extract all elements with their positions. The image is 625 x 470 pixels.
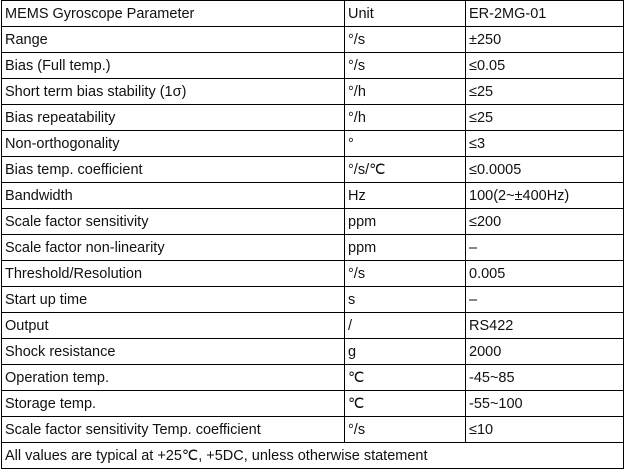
cell-param: Start up time	[2, 287, 345, 313]
cell-value: 2000	[466, 339, 624, 365]
table-row	[2, 27, 624, 53]
cell-value: ≤0.0005	[466, 157, 624, 183]
cell-value: ≤0.05	[466, 53, 624, 79]
table-row	[2, 53, 624, 79]
cell-value: ≤10	[466, 417, 624, 443]
cell-param: Threshold/Resolution	[2, 261, 345, 287]
header-value: ER-2MG-01	[466, 1, 624, 27]
table-row	[2, 313, 624, 339]
table-row	[2, 157, 624, 183]
cell-param: Storage temp.	[2, 391, 345, 417]
table-row	[2, 235, 624, 261]
cell-unit: ppm	[345, 235, 466, 261]
cell-param: Bias (Full temp.)	[2, 53, 345, 79]
cell-value: ±250	[466, 27, 624, 53]
header-unit: Unit	[345, 1, 466, 27]
cell-param: Non-orthogonality	[2, 131, 345, 157]
table-row	[2, 105, 624, 131]
cell-unit: ppm	[345, 209, 466, 235]
cell-unit: °/h	[345, 79, 466, 105]
table-header-row	[2, 1, 624, 27]
cell-param: Short term bias stability (1σ)	[2, 79, 345, 105]
header-param: MEMS Gyroscope Parameter	[2, 1, 345, 27]
cell-param: Operation temp.	[2, 365, 345, 391]
cell-unit: °/h	[345, 105, 466, 131]
cell-value: 0.005	[466, 261, 624, 287]
cell-unit: ℃	[345, 365, 466, 391]
cell-param: Scale factor sensitivity	[2, 209, 345, 235]
cell-unit: g	[345, 339, 466, 365]
cell-param: Shock resistance	[2, 339, 345, 365]
cell-param: Output	[2, 313, 345, 339]
table-row	[2, 209, 624, 235]
cell-value: RS422	[466, 313, 624, 339]
gyroscope-spec-table	[1, 0, 624, 469]
cell-unit: Hz	[345, 183, 466, 209]
cell-param: Range	[2, 27, 345, 53]
cell-value: -45~85	[466, 365, 624, 391]
note-row	[2, 443, 624, 469]
cell-unit: °/s	[345, 27, 466, 53]
table-row	[2, 183, 624, 209]
cell-value: -55~100	[466, 391, 624, 417]
cell-value: ≤25	[466, 105, 624, 131]
table-row	[2, 365, 624, 391]
table-row	[2, 261, 624, 287]
cell-param: Scale factor sensitivity Temp. coefficient	[2, 417, 345, 443]
table-row	[2, 391, 624, 417]
cell-value: ≤3	[466, 131, 624, 157]
cell-param: Bandwidth	[2, 183, 345, 209]
spec-table-body	[2, 1, 624, 443]
table-row	[2, 287, 624, 313]
cell-value: 100(2~±400Hz)	[466, 183, 624, 209]
cell-param: Bias repeatability	[2, 105, 345, 131]
table-row	[2, 131, 624, 157]
table-row	[2, 79, 624, 105]
cell-value: –	[466, 235, 624, 261]
cell-unit: °/s	[345, 53, 466, 79]
cell-unit: °/s/℃	[345, 157, 466, 183]
cell-unit: °/s	[345, 417, 466, 443]
cell-value: ≤25	[466, 79, 624, 105]
cell-unit: ℃	[345, 391, 466, 417]
cell-unit: s	[345, 287, 466, 313]
cell-param: Bias temp. coefficient	[2, 157, 345, 183]
cell-unit: °	[345, 131, 466, 157]
cell-value: –	[466, 287, 624, 313]
cell-value: ≤200	[466, 209, 624, 235]
table-note: All values are typical at +25℃, +5DC, unless otherwise statement	[2, 443, 624, 469]
cell-unit: /	[345, 313, 466, 339]
cell-param: Scale factor non-linearity	[2, 235, 345, 261]
table-row	[2, 339, 624, 365]
cell-unit: °/s	[345, 261, 466, 287]
table-row	[2, 417, 624, 443]
